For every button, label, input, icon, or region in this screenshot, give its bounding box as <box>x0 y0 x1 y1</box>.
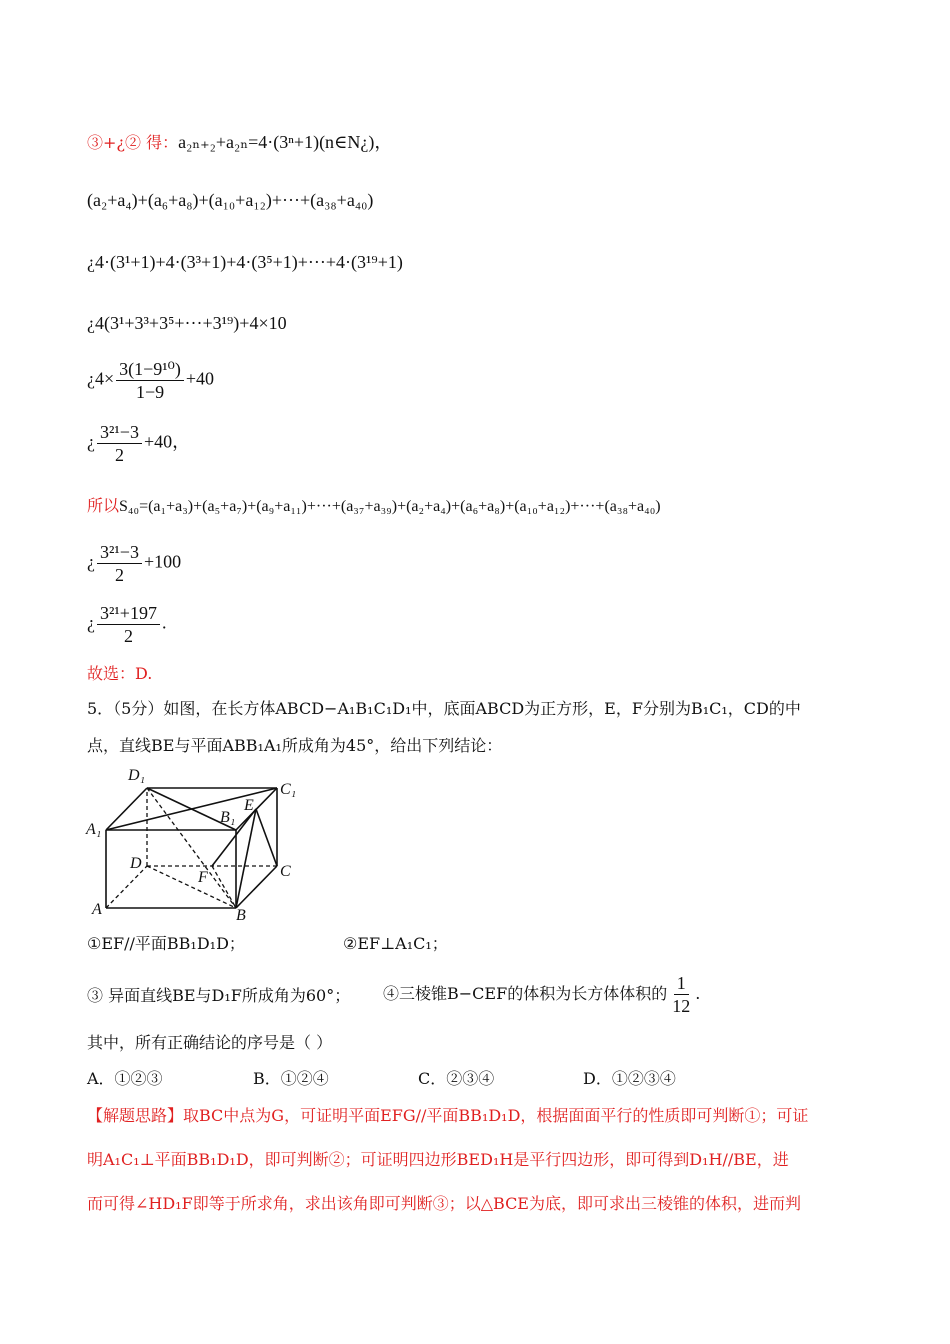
fraction <box>669 972 693 1017</box>
line-5 <box>87 358 214 403</box>
solution-line-2: 明A₁C₁⊥平面BB₁D₁D，即可判断②；可证明四边形BED₁H是平行四边形，即可得到D₁H//BE，进 <box>87 1150 789 1169</box>
fraction <box>97 541 142 586</box>
label-B1: B₁ <box>220 809 236 826</box>
fraction <box>97 602 160 647</box>
label-F: F <box>198 869 208 886</box>
option-c[interactable]: C．②③④ <box>418 1069 495 1088</box>
fraction-numerator: 3²¹−3 <box>97 421 142 444</box>
line-8 <box>87 541 181 586</box>
answer-line: 故选：D. <box>87 664 153 683</box>
hidden-segment-D1-B <box>147 788 236 908</box>
line-8-prefix: ¿ <box>87 551 95 572</box>
fraction-denominator: 2 <box>123 626 133 646</box>
line-9 <box>87 602 166 647</box>
line-2: (a₂+a₄)+(a₆+a₈)+(a₁₀+a₁₂)+···+(a₃₈+a₄₀) <box>87 190 374 210</box>
line-8-suffix: +100 <box>143 551 182 572</box>
cuboid-figure <box>82 762 312 922</box>
label-D1: D₁ <box>128 767 146 784</box>
line-9-suffix: . <box>161 612 167 633</box>
line-9-prefix: ¿ <box>87 612 95 633</box>
hidden-segment-D-B <box>147 866 236 908</box>
label-E: E <box>244 797 254 814</box>
edge-A1-D1 <box>106 788 147 830</box>
fraction-denominator: 12 <box>672 996 691 1016</box>
segment-B-E <box>236 809 256 908</box>
question-prompt: 其中，所有正确结论的序号是（ ） <box>87 1033 333 1052</box>
label-C: C <box>280 863 291 880</box>
fraction-numerator: 3(1−9¹⁰) <box>116 358 184 381</box>
line-7-prefix: 所以 <box>87 496 120 515</box>
line-5-suffix: +40 <box>185 368 215 389</box>
hidden-edge-A-D <box>106 866 147 908</box>
question-line-2: 点，直线BE与平面ABB₁A₁所成角为45°，给出下列结论： <box>87 736 503 755</box>
label-C1: C₁ <box>280 781 297 798</box>
label-A: A <box>92 901 102 918</box>
label-D: D <box>130 855 142 872</box>
statement-4-suffix: . <box>695 984 701 1003</box>
fraction-denominator: 1−9 <box>135 382 165 402</box>
edge-B-C <box>236 866 277 908</box>
line-4: ¿4(3¹+3³+3⁵+···+3¹⁹)+4×10 <box>87 313 287 333</box>
fraction <box>97 421 142 466</box>
fraction-denominator: 2 <box>114 445 124 465</box>
statement-3: ③ 异面直线BE与D₁F所成角为60°； <box>87 986 351 1005</box>
line-5-prefix: ¿4× <box>87 368 115 389</box>
label-B: B <box>236 907 246 922</box>
label-A1: A₁ <box>86 821 102 838</box>
line-7 <box>87 494 661 519</box>
line-6-prefix: ¿ <box>87 431 95 452</box>
fraction-denominator: 2 <box>114 565 124 585</box>
option-d[interactable]: D．①②③④ <box>583 1069 676 1088</box>
statement-2: ②EF⊥A₁C₁； <box>343 934 448 953</box>
line-3: ¿4·(3¹+1)+4·(3³+1)+4·(3⁵+1)+···+4·(3¹⁹+1) <box>87 252 403 272</box>
fraction-numerator: 3²¹+197 <box>97 602 160 625</box>
fraction-numerator: 3²¹−3 <box>97 541 142 564</box>
fraction-numerator: 1 <box>674 972 689 995</box>
line-1 <box>87 130 392 155</box>
statement-4 <box>383 972 700 1017</box>
line-6-suffix: +40， <box>143 431 191 452</box>
segment-E-C <box>256 809 277 866</box>
question-line-1: 5．（5分）如图，在长方体ABCD−A₁B₁C₁D₁中，底面ABCD为正方形，E，F分别为B₁C₁，CD的中 <box>87 699 801 718</box>
solution-line-1: 【解题思路】取BC中点为G，可证明平面EFG//平面BB₁D₁D，根据面面平行的性质即可判断①；可证 <box>87 1106 809 1125</box>
fraction <box>116 358 184 403</box>
statement-1: ①EF//平面BB₁D₁D； <box>87 934 245 953</box>
line-1-math: a₂ₙ₊₂+a₂ₙ=4·(3ⁿ+1)(n∈N¿)， <box>178 132 393 152</box>
statement-4-prefix: ④三棱锥B−CEF的体积为长方体体积的 <box>383 984 668 1003</box>
option-a[interactable]: A．①②③ <box>87 1069 163 1088</box>
line-1-prefix: ③+¿② 得： <box>87 133 179 152</box>
option-b[interactable]: B．①②④ <box>253 1069 329 1088</box>
line-7-math: S₄₀=(a₁+a₃)+(a₅+a₇)+(a₉+a₁₁)+···+(a₃₇+a₃₉)+(a₂+a₄)+(a₆+a₈)+(a₁₀+a₁₂)+···+(a₃₈+a₄₀) <box>119 498 661 515</box>
line-6 <box>87 421 190 466</box>
solution-line-3: 而可得∠HD₁F即等于所求角，求出该角即可判断③；以△BCE为底，即可求出三棱锥的体积，进而判 <box>87 1194 801 1213</box>
